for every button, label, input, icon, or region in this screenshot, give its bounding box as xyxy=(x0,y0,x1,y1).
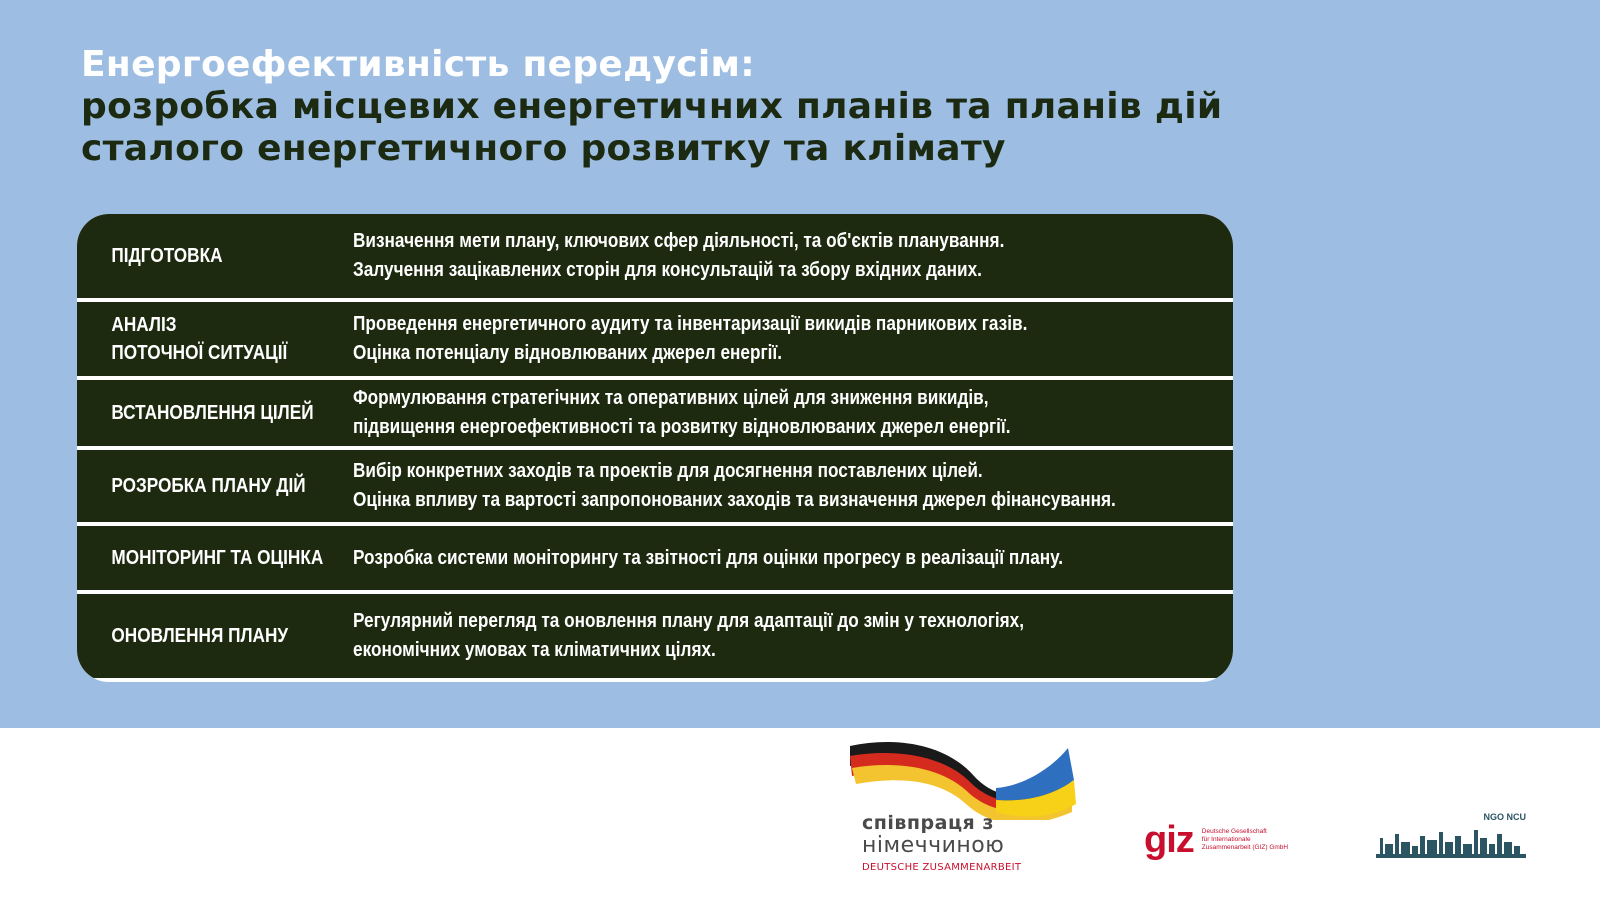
cooperation-germany-logo xyxy=(846,740,1082,880)
stage-label-line: АНАЛІЗ xyxy=(111,314,177,336)
description-line: Залучення зацікавлених сторін для консультацій та збору вхідних даних. xyxy=(353,259,982,281)
giz-subtitle-line: Zusammenarbeit (GIZ) GmbH xyxy=(1201,844,1289,851)
description-line: Визначення мети плану, ключових сфер діяльності, та об'єктів планування. xyxy=(353,230,1005,252)
stage-row xyxy=(77,302,1233,376)
stage-label-line: МОНІТОРИНГ ТА ОЦІНКА xyxy=(111,547,324,569)
stage-label-line: РОЗРОБКА ПЛАНУ ДІЙ xyxy=(111,475,306,497)
footer xyxy=(0,728,1600,900)
stage-label-line: ПІДГОТОВКА xyxy=(111,245,223,267)
description-line: Розробка системи моніторингу та звітності для оцінки прогресу в реалізації плану. xyxy=(353,546,1064,569)
giz-wordmark: giz xyxy=(1144,818,1194,861)
ngo-label: NGO NCU xyxy=(1483,812,1526,822)
description-line: Формулювання стратегічних та оперативних цілей для зниження викидів, xyxy=(353,387,989,409)
title-line-3: сталого енергетичного розвитку та клімату xyxy=(81,128,1006,169)
cooperation-line-3: DEUTSCHE ZUSAMMENARBEIT xyxy=(862,862,1022,873)
stage-row xyxy=(77,450,1233,522)
description-line: Проведення енергетичного аудиту та інвентаризації викидів парникових газів. xyxy=(353,313,1028,335)
description-line: підвищення енергоефективності та розвитку відновлюваних джерел енергії. xyxy=(353,416,1011,438)
giz-subtitle-line: Deutsche Gesellschaft xyxy=(1201,828,1267,835)
planning-stages-table xyxy=(77,214,1233,682)
stage-description xyxy=(353,227,1004,285)
stage-label-line: ПОТОЧНОЇ СИТУАЦІЇ xyxy=(111,342,288,364)
city-skyline-icon xyxy=(1376,824,1526,858)
stage-label xyxy=(77,311,314,367)
description-line: Оцінка впливу та вартості запропонованих заходів та визначення джерел фінансування. xyxy=(353,489,1116,511)
ngo-ncu-logo xyxy=(1376,812,1526,860)
giz-subtitle xyxy=(1202,828,1288,852)
giz-subtitle-line: für Internationale xyxy=(1201,836,1251,843)
stage-label xyxy=(77,242,314,270)
stage-label-line: ОНОВЛЕННЯ ПЛАНУ xyxy=(111,625,289,647)
description-line: економічних умовах та кліматичних цілях. xyxy=(353,639,716,661)
title-line-2: розробка місцевих енергетичних планів та планів дій xyxy=(81,86,1223,127)
giz-logo xyxy=(1144,818,1288,862)
stage-row xyxy=(77,214,1233,298)
stage-label xyxy=(77,399,314,427)
description-line: Регулярний перегляд та оновлення плану для адаптації до змін у технологіях, xyxy=(353,610,1025,632)
stage-label xyxy=(77,544,324,572)
stage-description xyxy=(353,607,1024,665)
cooperation-line-1: співпраця з xyxy=(862,812,994,834)
stage-description xyxy=(353,310,1027,368)
stage-description xyxy=(353,457,1116,515)
stage-row xyxy=(77,594,1233,678)
description-line: Оцінка потенціалу відновлюваних джерел енергії. xyxy=(353,342,783,364)
stage-label xyxy=(77,472,314,500)
stage-row xyxy=(77,380,1233,446)
stage-description xyxy=(353,384,1011,442)
stage-row xyxy=(77,526,1233,590)
cooperation-line-2: німеччиною xyxy=(862,833,1005,858)
cooperation-text xyxy=(862,812,1021,875)
description-line: Вибір конкретних заходів та проектів для досягнення поставлених цілей. xyxy=(353,460,983,482)
stage-label-line: ВСТАНОВЛЕННЯ ЦІЛЕЙ xyxy=(111,402,314,424)
stage-label xyxy=(77,622,314,650)
stage-description xyxy=(353,544,1063,573)
slide-title xyxy=(81,44,1222,170)
title-line-1: Енергоефективність передусім: xyxy=(81,44,755,85)
german-ukrainian-flag-ribbon-icon xyxy=(846,740,1082,820)
